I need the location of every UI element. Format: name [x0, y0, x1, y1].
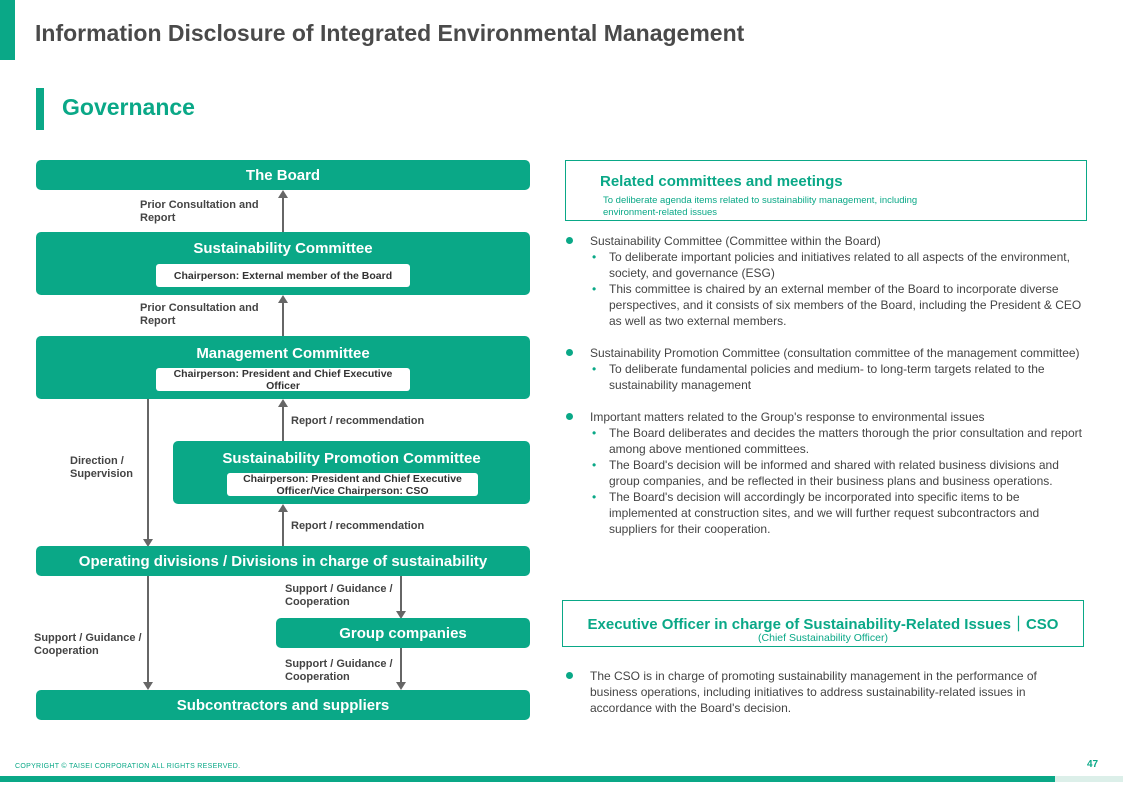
- sustainability-committee-box: [36, 232, 530, 295]
- section-title: Governance: [62, 94, 195, 120]
- bullet-item: [565, 233, 1090, 329]
- footer-bar: [0, 776, 1055, 782]
- sub-bullet: • The Board's decision will be informed and shared with related business divisions and group companies, and be reflected in their business plans and business operations.: [565, 457, 1090, 489]
- cso-box: [562, 600, 1084, 647]
- sustainability-committee-title: Sustainability Committee: [193, 240, 373, 257]
- related-committees-title: Related committees and meetings: [600, 173, 843, 190]
- cso-title: Executive Officer in charge of Sustainability-Related Issues｜CSO: [587, 616, 1059, 633]
- sub-bullet: • To deliberate important policies and initiatives related to all aspects of the environment, society, and governance (ESG): [565, 249, 1090, 281]
- bullet-text: Sustainability Promotion Committee (consultation committee of the management committee): [590, 346, 1080, 360]
- related-committees-subtitle: To deliberate agenda items related to sustainability management, including environment-related issues: [603, 195, 918, 218]
- prior-consultation-label-2: Prior Consultation and Report: [140, 302, 259, 327]
- promotion-committee-title: Sustainability Promotion Committee: [222, 450, 481, 467]
- support-label-1: Support / Guidance / Cooperation: [285, 583, 393, 608]
- promotion-committee-chair: Chairperson: President and Chief Executive Officer/Vice Chairperson: CSO: [227, 473, 478, 496]
- copyright: COPYRIGHT © TAISEI CORPORATION ALL RIGHTS RESERVED.: [15, 763, 241, 770]
- management-committee-title: Management Committee: [196, 345, 370, 362]
- cso-subtitle: (Chief Sustainability Officer): [758, 632, 888, 644]
- report-recommendation-label-1: Report / recommendation: [291, 415, 425, 427]
- sub-bullet: • The Board's decision will accordingly be incorporated into specific items to be implemented at construction sites, and we will further request subcontractors and suppliers for their cooperation.: [565, 489, 1090, 537]
- arrow-to-board: [282, 197, 284, 232]
- cso-bullet-item: The CSO is in charge of promoting sustainability management in the performance of business operations, including initiatives to address sustainability-related issues in accordance with the Board's decision.: [565, 668, 1085, 716]
- management-committee-box: [36, 336, 530, 399]
- sub-bullet: • To deliberate fundamental policies and medium- to long-term targets related to the sustainability management: [565, 361, 1090, 393]
- arrow-to-subcontractors-left: [147, 576, 149, 683]
- direction-supervision-label: Direction / Supervision: [70, 455, 133, 480]
- group-companies-label: Group companies: [339, 625, 467, 642]
- support-label-2: Support / Guidance / Cooperation: [285, 658, 393, 683]
- arrow-to-promotion-committee: [282, 511, 284, 546]
- related-committees-box: [565, 160, 1087, 221]
- group-companies-box: [276, 618, 530, 648]
- sustainability-committee-chair: Chairperson: External member of the Board: [156, 264, 410, 287]
- prior-consultation-label-1: Prior Consultation and Report: [140, 199, 259, 224]
- arrow-direction-supervision: [147, 399, 149, 540]
- support-label-left: Support / Guidance / Cooperation: [34, 632, 142, 657]
- bullet-text: Sustainability Committee (Committee within the Board): [590, 234, 881, 248]
- corner-accent: [0, 0, 15, 60]
- report-recommendation-label-2: Report / recommendation: [291, 520, 425, 532]
- cso-bullet: [565, 668, 1085, 732]
- board-box: [36, 160, 530, 190]
- page-title: Information Disclosure of Integrated Environmental Management: [35, 20, 745, 46]
- management-committee-chair: Chairperson: President and Chief Executive Officer: [156, 368, 410, 391]
- related-bullets: [565, 233, 1090, 553]
- subcontractors-box: [36, 690, 530, 720]
- page-number: 47: [1087, 759, 1099, 770]
- arrow-to-sustainability-committee: [282, 302, 284, 336]
- section-accent-bar: [36, 88, 44, 130]
- bullet-item: [565, 409, 1090, 537]
- operating-divisions-label: Operating divisions / Divisions in charge of sustainability: [78, 553, 488, 570]
- sub-bullet: • This committee is chaired by an external member of the Board to incorporate diverse perspectives, and it consists of six members of the Board, including the President & CEO as well as two external members.: [565, 281, 1090, 329]
- sub-bullet: • The Board deliberates and decides the matters thorough the prior consultation and report among above mentioned committees.: [565, 425, 1090, 457]
- operating-divisions-box: [36, 546, 530, 576]
- arrow-to-subcontractors-right: [400, 648, 402, 683]
- promotion-committee-box: [173, 441, 530, 504]
- footer-bar-light: [1055, 776, 1123, 782]
- subcontractors-label: Subcontractors and suppliers: [176, 697, 390, 714]
- board-label: The Board: [245, 167, 321, 184]
- arrow-to-group-companies: [400, 576, 402, 612]
- bullet-item: [565, 345, 1090, 393]
- arrow-to-management-committee: [282, 406, 284, 441]
- bullet-text: Important matters related to the Group's response to environmental issues: [590, 410, 985, 424]
